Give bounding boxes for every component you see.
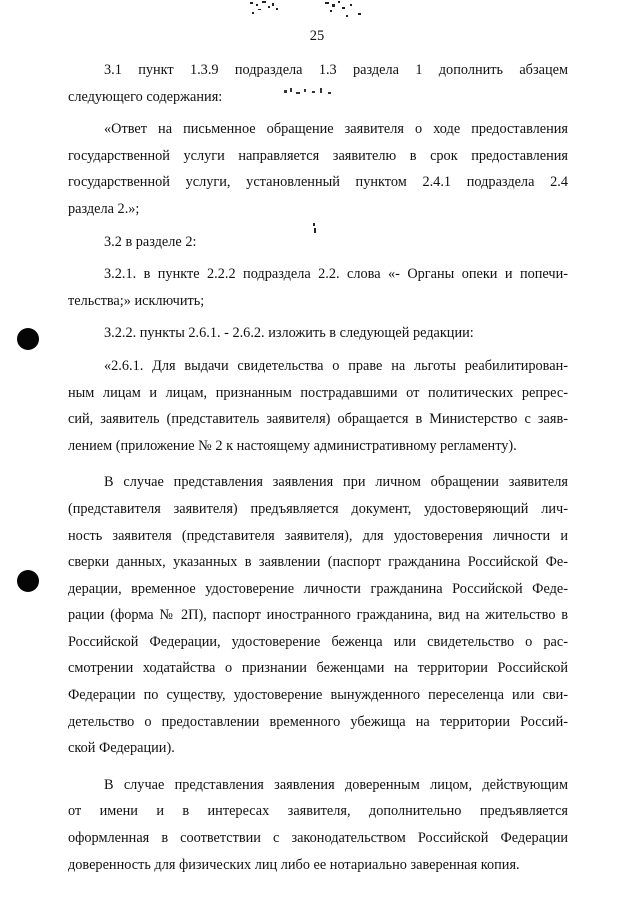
document-body — [68, 57, 568, 878]
paragraph-2 — [68, 116, 568, 222]
paragraph-4 — [68, 261, 568, 314]
text-line: «2.6.1. Для выдачи свидетельства о праве на льготы реабилитирован- — [104, 357, 568, 374]
text-line: ность заявителя (представителя заявителя), для удостоверения личности и — [68, 527, 568, 544]
text-line: ской Федерации). — [68, 740, 175, 757]
text-line: тельства;» исключить; — [68, 292, 205, 309]
text-line: рации (форма № 2П), паспорт иностранного гражданина, вид на жительство в — [68, 607, 568, 624]
text-line: В случае представления заявления при личном обращении заявителя — [104, 474, 568, 491]
text-line: Российской Федерации, удостоверение беженца или свидетельство о рас- — [68, 633, 568, 650]
text-line: государственной услуги, установленный пунктом 2.4.1 подраздела 2.4 — [68, 174, 568, 191]
scan-noise-top — [240, 0, 370, 22]
paragraph-1 — [68, 57, 568, 110]
text-line: 3.1 пункт 1.3.9 подраздела 1.3 раздела 1 дополнить абзацем — [104, 62, 568, 78]
text-line: оформленная в соответствии с законодательством Российской Федерации — [68, 830, 568, 847]
text-line: лением (приложение № 2 к настоящему административному регламенту). — [68, 437, 517, 454]
text-line: (представителя заявителя) предъявляется документ, удостоверяющий лич- — [68, 500, 568, 517]
paragraph-6 — [68, 353, 568, 459]
text-line: дерации, временное удостоверение личности гражданина Российской Феде- — [68, 580, 568, 597]
text-line: смотрении ходатайства о признании беженцами на территории Российской — [68, 660, 568, 677]
paragraph-7 — [68, 469, 568, 762]
paragraph-5 — [68, 320, 568, 347]
text-line: доверенность для физических лиц либо ее нотариально заверенная копия. — [68, 856, 520, 873]
text-line: раздела 2.»; — [68, 200, 140, 217]
binder-hole-top — [17, 328, 39, 350]
text-line: 3.2.1. в пункте 2.2.2 подраздела 2.2. слова «- Органы опеки и попечи- — [104, 266, 568, 283]
text-line: следующего содержания: — [68, 88, 223, 105]
text-line: сий, заявитель (представитель заявителя) обращается в Министерство с заяв- — [68, 411, 568, 428]
text-line: государственной услуги направляется заявителю в срок предоставления — [68, 147, 568, 164]
text-line: детельство о предоставлении временного убежища на территории Россий- — [68, 713, 568, 730]
paragraph-8 — [68, 772, 568, 878]
text-line: сверки данных, указанных в заявлении (паспорт гражданина Российской Фе- — [68, 554, 568, 571]
paragraph-3 — [68, 229, 568, 256]
text-line: 3.2 в разделе 2: — [104, 233, 197, 250]
page-number: 25 — [309, 28, 325, 44]
text-line: 3.2.2. пункты 2.6.1. - 2.6.2. изложить в следующей редакции: — [104, 325, 474, 342]
text-line: ным лицам и лицам, признанным пострадавшими от политических репрес- — [68, 384, 568, 401]
text-line: от имени и в интересах заявителя, дополнительно предъявляется — [68, 803, 568, 820]
text-line: В случае представления заявления доверенным лицом, действующим — [104, 776, 568, 793]
binder-hole-bottom — [17, 570, 39, 592]
text-line: Федерации по существу, удостоверение вынужденного переселенца или сви- — [68, 687, 568, 704]
text-line: «Ответ на письменное обращение заявителя о ходе предоставления — [104, 121, 568, 138]
